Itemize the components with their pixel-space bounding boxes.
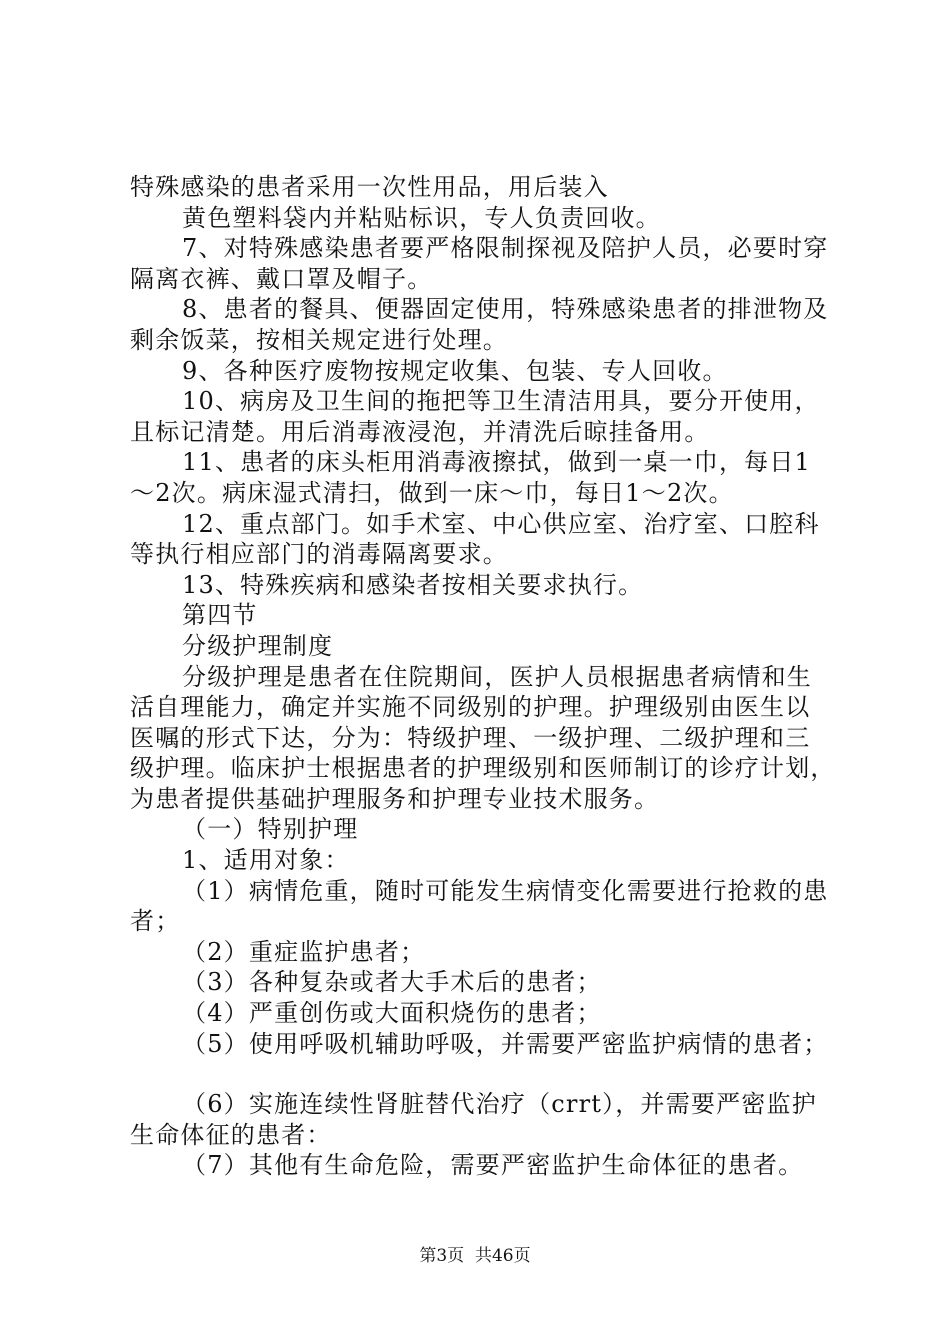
text-line: 级护理。临床护士根据患者的护理级别和医师制订的诊疗计划，	[130, 754, 836, 783]
text-line: 13、特殊疾病和感染者按相关要求执行。	[182, 570, 644, 599]
text-line: 剩余饭菜，按相关规定进行处理。	[130, 325, 508, 354]
text-line: 黄色塑料袋内并粘贴标识，专人负责回收。	[182, 203, 661, 232]
page-number: 第3页 共46页	[419, 1246, 531, 1266]
text-line: （4）严重创伤或大面积烧伤的患者；	[182, 999, 602, 1028]
text-line: 隔离衣裤、戴口罩及帽子。	[130, 264, 433, 293]
subsection-heading: （一）特别护理	[182, 815, 359, 844]
section-title: 分级护理制度	[182, 631, 334, 660]
text-line: 11、患者的床头柜用消毒液擦拭，做到一桌一巾，每日1	[182, 448, 812, 477]
text-line: （5）使用呼吸机辅助呼吸，并需要严密监护病情的患者；	[182, 1029, 829, 1058]
text-line: 特殊感染的患者采用一次性用品，用后装入	[130, 173, 609, 201]
text-line: 9、各种医疗废物按规定收集、包装、专人回收。	[182, 356, 728, 385]
text-line: （7）其他有生命危险，需要严密监护生命体征的患者。	[182, 1151, 804, 1180]
text-line: 为患者提供基础护理服务和护理专业技术服务。	[130, 784, 660, 813]
text-line: 8、患者的餐具、便器固定使用，特殊感染患者的排泄物及	[182, 295, 829, 324]
text-line: （6）实施连续性肾脏替代治疗（crrt），并需要严密监护	[182, 1090, 817, 1119]
text-line: 且标记清楚。用后消毒液浸泡，并清洗后晾挂备用。	[130, 417, 710, 446]
text-line: 活自理能力，确定并实施不同级别的护理。护理级别由医生以	[130, 693, 811, 722]
text-line: 7、对特殊感染患者要严格限制探视及陪护人员，必要时穿	[182, 234, 829, 263]
text-line: 等执行相应部门的消毒隔离要求。	[130, 540, 508, 569]
text-line: （2）重症监护患者；	[182, 937, 426, 966]
text-line: 生命体征的患者：	[130, 1120, 332, 1149]
text-line: 医嘱的形式下达，分为：特级护理、一级护理、二级护理和三	[130, 723, 811, 752]
document-body	[130, 172, 835, 1181]
text-line: ～2次。病床湿式清扫，做到一床～巾，每日1～2次。	[130, 478, 734, 507]
blank-gap	[130, 1059, 835, 1089]
text-line: 12、重点部门。如手术室、中心供应室、治疗室、口腔科	[182, 509, 820, 538]
section-heading: 第四节	[182, 601, 258, 630]
text-line: （1）病情危重，随时可能发生病情变化需要进行抢救的患	[182, 876, 829, 905]
text-line: （3）各种复杂或者大手术后的患者；	[182, 968, 602, 997]
text-line: 者；	[130, 907, 181, 936]
text-line: 10、病房及卫生间的拖把等卫生清洁用具，要分开使用，	[182, 387, 820, 416]
text-line: 分级护理是患者在住院期间，医护人员根据患者病情和生	[182, 662, 812, 691]
text-line: 1、适用对象：	[182, 846, 350, 875]
